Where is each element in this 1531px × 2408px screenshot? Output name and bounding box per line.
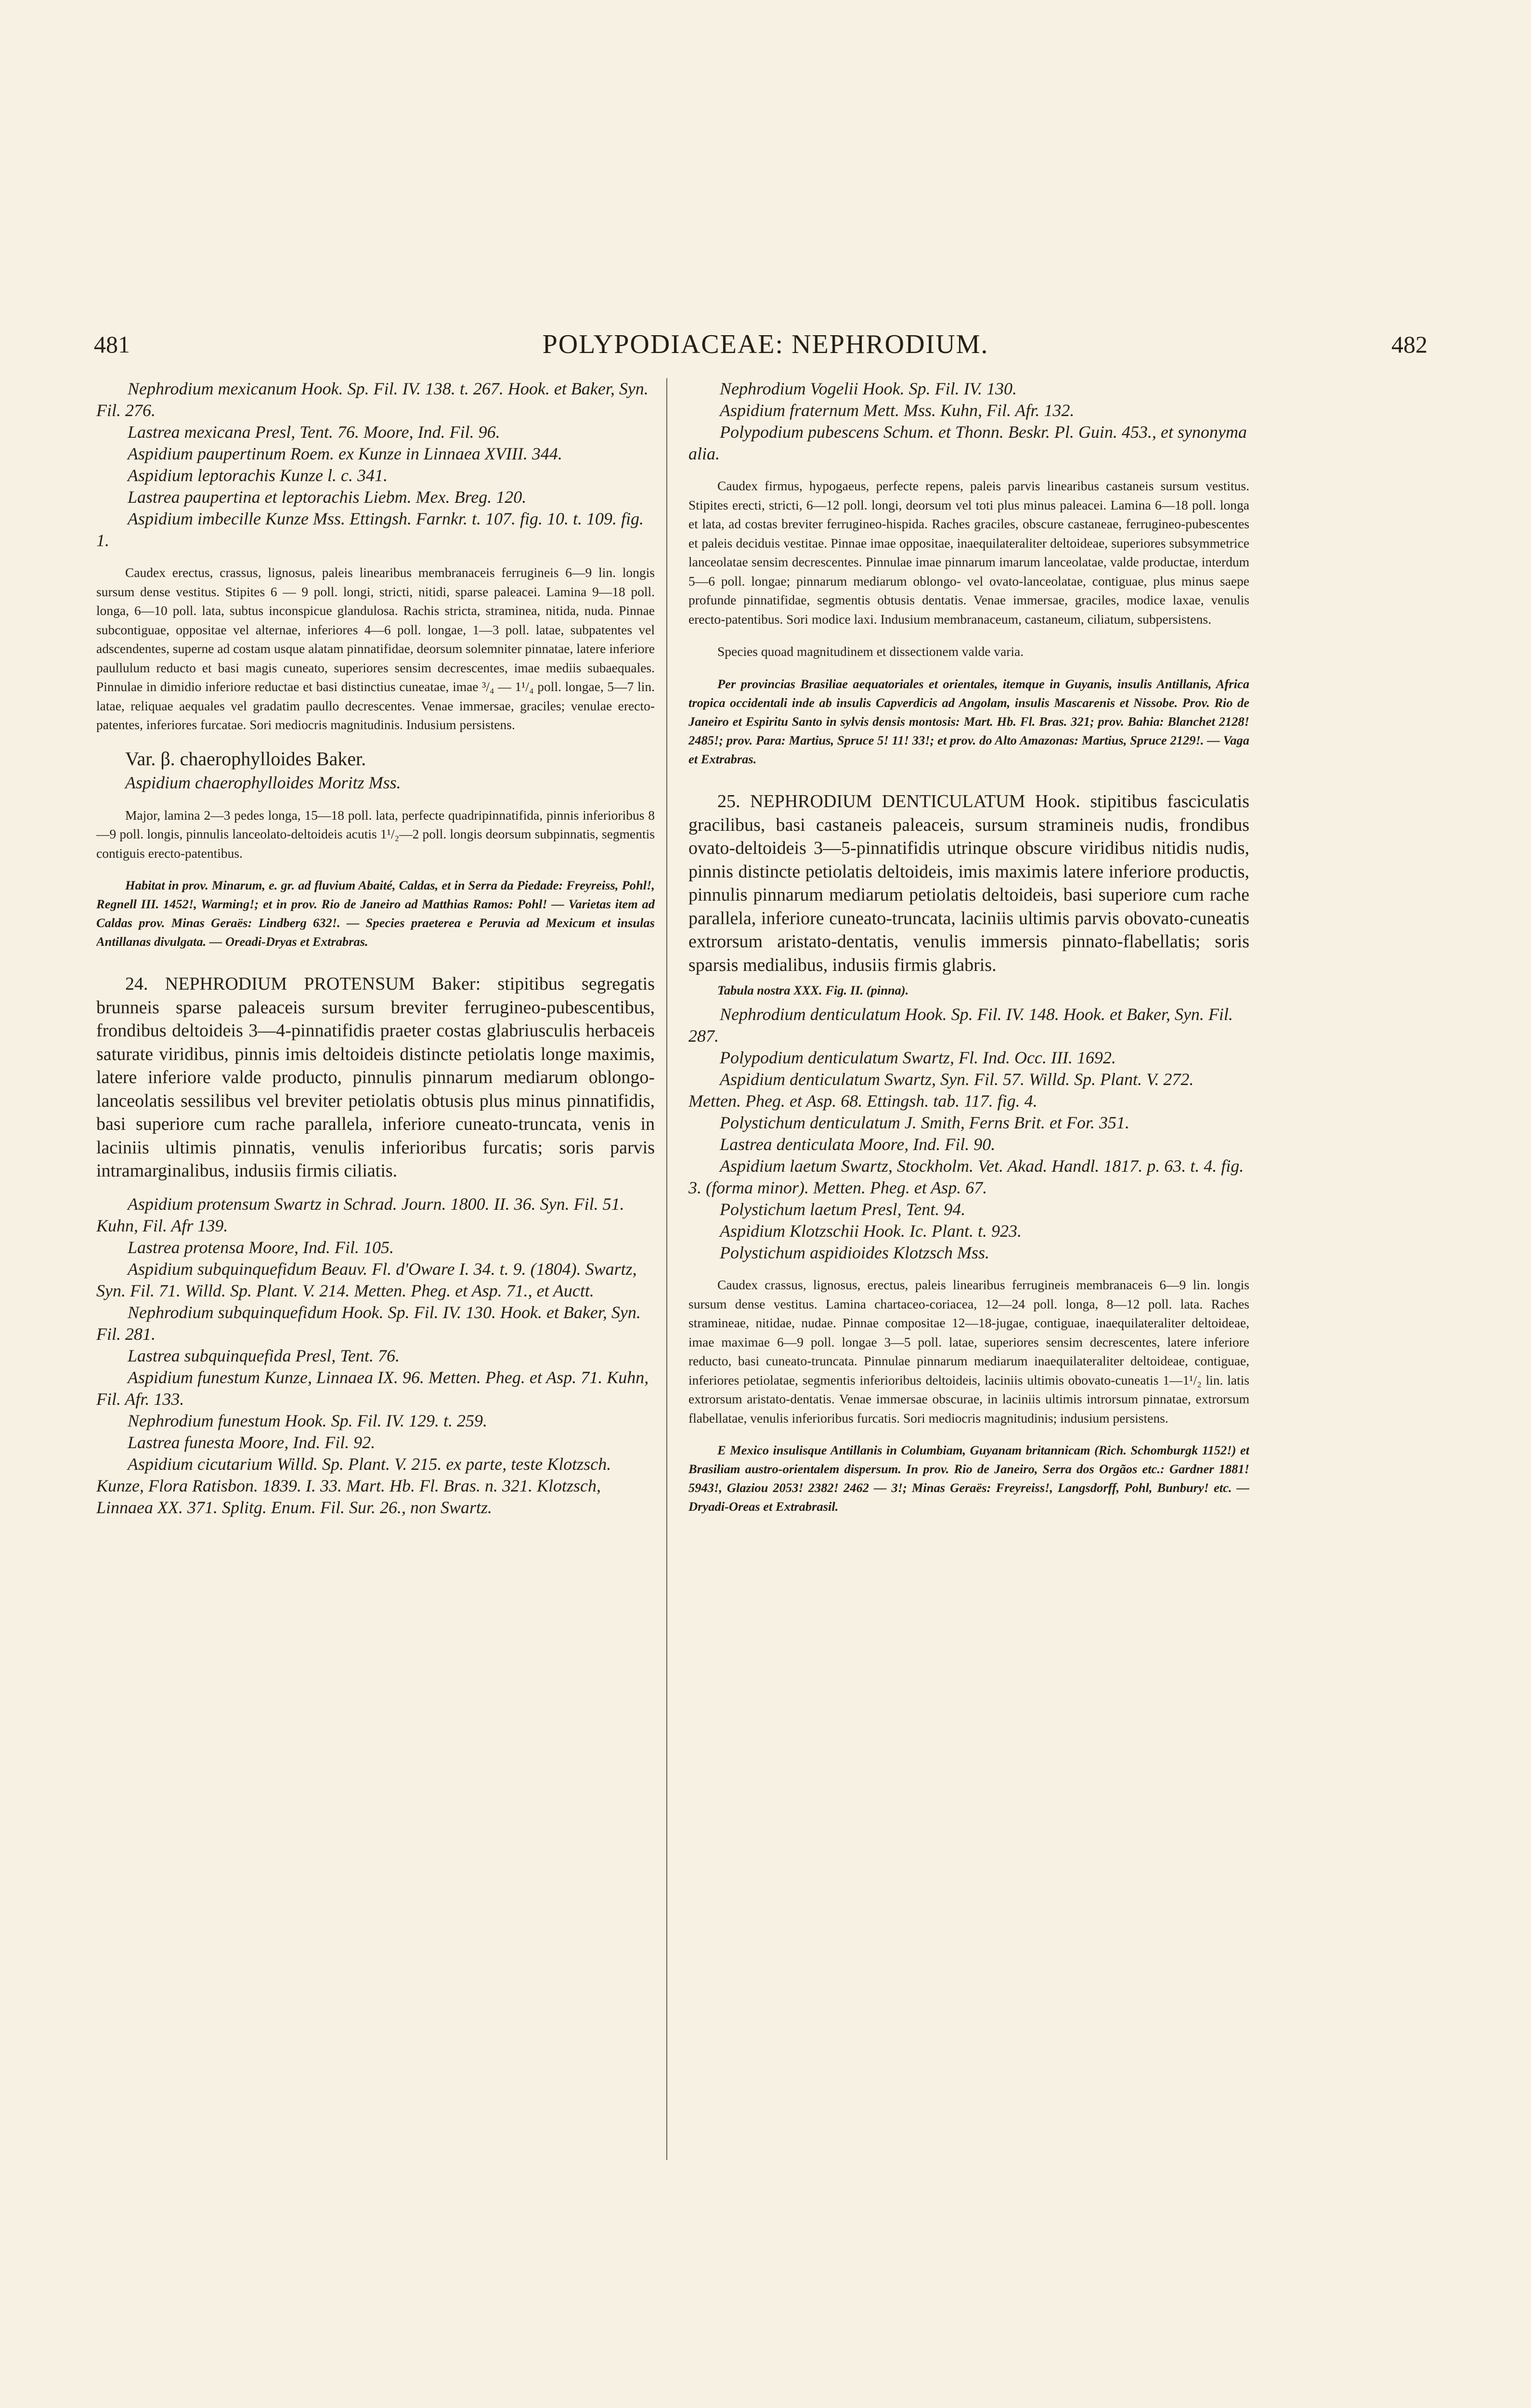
synonym-line: Aspidium imbecille Kunze Mss. Ettingsh. Farnkr. t. 107. fig. 10. t. 109. fig. 1. xyxy=(96,509,644,550)
synonym-line: Aspidium protensum Swartz in Schrad. Journ. 1800. II. 36. Syn. Fil. 51. Kuhn, Fil. Afr 139. xyxy=(96,1194,624,1235)
left-column xyxy=(96,378,655,2372)
column-divider xyxy=(666,378,667,2160)
synonym-line: Nephrodium Vogelii Hook. Sp. Fil. IV. 130. xyxy=(720,379,1017,398)
synonym-line: Nephrodium mexicanum Hook. Sp. Fil. IV. 138. t. 267. Hook. et Baker, Syn. Fil. 276. xyxy=(96,379,649,420)
variety-description: Major, lamina 2—3 pedes longa, 15—18 poll. lata, perfecte quadripinnatifida, pinnis inferioribus 8—9 poll. longis, pinnulis lanceolato-deltoideis acutis 1¹/₂—2 poll. longis deorsum subpinnatis, segmentis contiguis erecto-patentibus. xyxy=(96,807,655,861)
synonym-line: Lastrea subquinquefida Presl, Tent. 76. xyxy=(128,1346,400,1365)
plate-reference: Tabula nostra XXX. Fig. II. (pinna). xyxy=(717,983,909,997)
habitat-paragraph: Per provincias Brasiliae aequatoriales et orientales, itemque in Guyanis, insulis Antillanis, Africa tropica occidentali inde ab insulis Capverdicis ad Angolam, insulis Mascarenis et Nissobe. Prov. Rio de Janeiro et Espiritu Santo in sylvis densis montosis: Mart. Hb. Fl. Bras. 321; prov. Bahia: Blanchet 2128! 2485!; prov. Para: Martius, Spruce 5! 11! 33!; et prov. do Alto Amazonas: Martius, Spruce 2129!. — Vaga et Extrabras. xyxy=(688,677,1249,766)
page-number-right: 482 xyxy=(1391,331,1427,358)
species-note: Species quoad magnitudinem et dissectionem valde varia. xyxy=(717,644,1024,659)
synonym-line: Aspidium Klotzschii Hook. Ic. Plant. t. 923. xyxy=(720,1221,1022,1241)
habitat-paragraph-25: E Mexico insulisque Antillanis in Columbiam, Guyanam britannicam (Rich. Schomburgk 1152!) et Brasiliam austro-orientalem dispersum. In prov. Rio de Janeiro, Serra dos Orgãos etc.: Gardner 1881! 5943!, Glaziou 2053! 2382! 2462 — 3!; Minas Geraës: Freyreiss!, Langsdorff, Pohl, Bunbury! etc. — Dryadi-Oreas et Extrabrasil. xyxy=(688,1443,1249,1514)
synonym-line: Polypodium pubescens Schum. et Thonn. Beskr. Pl. Guin. 453., et synonyma alia. xyxy=(688,422,1247,463)
species-description: Caudex erectus, crassus, lignosus, paleis linearibus membranaceis ferrugineis 6—9 lin. longis sursum dense vestitus. Stipites 6 — 9 poll. longi, stricti, nitidi, sparse paleacei. Lamina 9—18 poll. longa, 6—10 poll. lata, subtus inconspicue glandulosa. Rachis stricta, straminea, nitida, nuda. Pinnae subcontiguae, oppositae vel alternae, inferiores 4—6 poll. longae, 1—3 poll. latae, subpatentes vel adscendentes, superne ad costam usque alatam pinnatifidae, deorsum solemniter pinnatae, latere inferiore paullulum reducto et basi magis cuneato, superiores sensim decrescentes, imae mediis subaequales. Pinnulae in dimidio inferiore reductae et basi distinctius cuneatae, imae ³/₄ — 1¹/₄ poll. longae, 5—7 lin. latae, reliquae aequales vel gradatim paullo decrescentes. Venae immersae, graciles; venulae erecto-patentes, inferiores furcatae. Sori mediocris magnitudinis. Indusium persistens. xyxy=(96,565,655,732)
habitat-paragraph: Habitat in prov. Minarum, e. gr. ad fluvium Abaité, Caldas, et in Serra da Piedade: Freyreiss, Pohl!, Regnell III. 1452!, Warming!; et in prov. Rio de Janeiro ad Matthias Ramos: Pohl! — Varietas item ad Caldas prov. Minas Geraës: Lindberg 632!. — Species praeterea e Peruvia ad Mexicum et insulas Antillanas divulgata. — Oreadi-Dryas et Extrabras. xyxy=(96,878,655,949)
variety-synonym: Aspidium chaerophylloides Moritz Mss. xyxy=(125,772,401,792)
synonym-line: Lastrea denticulata Moore, Ind. Fil. 90. xyxy=(720,1135,996,1154)
synonym-line: Lastrea mexicana Presl, Tent. 76. Moore, Ind. Fil. 96. xyxy=(128,422,500,442)
synonym-line: Aspidium laetum Swartz, Stockholm. Vet. Akad. Handl. 1817. p. 63. t. 4. fig. 3. (forma minor). Metten. Pheg. et Asp. 67. xyxy=(688,1156,1244,1197)
species-24-diagnosis: 24. NEPHRODIUM PROTENSUM Baker: stipitibus segregatis brunneis sparse paleaceis sursum breviter ferrugineo-pubescentibus, frondibus deltoideis 3—4-pinnatifidis praeter costas glabriusculis herbaceis saturate viridibus, pinnis imis deltoideis distincte petiolatis longe maximis, latere inferiore valde producto, pinnulis pinnarum mediarum oblongo-lanceolatis sessilibus vel breviter petiolatis obtusis plus minus pinnatifidis, basi superiore cum rache parallela, inferiore cuneato-truncata, venis in laciniis ultimis pinnatis, venulis inferioribus furcatis; soris parvis intramarginalibus, indusiis firmis ciliatis. xyxy=(96,974,655,1181)
synonymy-nephrodium-denticulatum xyxy=(688,1004,1249,1264)
synonym-line: Polystichum denticulatum J. Smith, Ferns Brit. et For. 351. xyxy=(720,1113,1129,1132)
synonym-line: Polystichum aspidioides Klotzsch Mss. xyxy=(720,1243,989,1262)
synonym-line: Lastrea protensa Moore, Ind. Fil. 105. xyxy=(128,1237,394,1257)
synonymy-nephrodium-protensum xyxy=(96,1193,655,1518)
synonym-line: Aspidium denticulatum Swartz, Syn. Fil. 57. Willd. Sp. Plant. V. 272. Metten. Pheg. et Asp. 68. Ettingsh. tab. 117. fig. 4. xyxy=(688,1070,1194,1111)
running-title: POLYPODIACEAE: NEPHRODIUM. xyxy=(542,329,989,359)
synonym-line: Nephrodium denticulatum Hook. Sp. Fil. IV. 148. Hook. et Baker, Syn. Fil. 287. xyxy=(688,1005,1233,1046)
synonymy-nephrodium-mexicanum xyxy=(96,378,655,551)
running-header xyxy=(0,325,1531,364)
page-number-left: 481 xyxy=(94,331,130,358)
synonym-line: Nephrodium subquinquefidum Hook. Sp. Fil. IV. 130. Hook. et Baker, Syn. Fil. 281. xyxy=(96,1302,641,1344)
variety-block xyxy=(96,747,655,794)
synonym-line: Nephrodium funestum Hook. Sp. Fil. IV. 129. t. 259. xyxy=(128,1411,487,1430)
synonym-line: Polystichum laetum Presl, Tent. 94. xyxy=(720,1200,966,1219)
synonym-line: Polypodium denticulatum Swartz, Fl. Ind. Occ. III. 1692. xyxy=(720,1048,1116,1067)
species-25-description: Caudex crassus, lignosus, erectus, paleis linearibus ferrugineis membranaceis 6—9 lin. longis sursum dense vestitus. Lamina chartaceo-coriacea, 12—24 poll. longa, 8—12 poll. lata. Raches stramineae, nitidae, nudae. Pinnae compositae 12—18-jugae, contiguae, inaequilateraliter deltoideae, imae maximae 6—9 poll. longae 3—5 poll. latae, superiores sensim decrescentes, latere inferiore reducto, basi cuneato-truncata. Pinnulae pinnarum mediarum inaequilateraliter deltoideae, contiguae, inferiores petiolatae, segmentis inferioribus deltoideis, laciniis ultimis obovato-cuneatis 1—1¹/₂ lin. latis extrorsum aristato-dentatis. Venae immersae obscurae, in laciniis ultimis introrsum pinnatae, extrorsum flabellatae, venulis inferioribus furcatis. Sori mediocris magnitudinis; indusium persistens. xyxy=(688,1277,1249,1426)
synonymy-continued xyxy=(688,378,1249,465)
synonym-line: Aspidium paupertinum Roem. ex Kunze in Linnaea XVIII. 344. xyxy=(128,444,562,463)
right-column xyxy=(688,378,1249,2372)
synonym-line: Aspidium funestum Kunze, Linnaea IX. 96. Metten. Pheg. et Asp. 71. Kuhn, Fil. Afr. 133. xyxy=(96,1367,649,1409)
species-description: Caudex firmus, hypogaeus, perfecte repens, paleis parvis linearibus castaneis sursum vestitus. Stipites erecti, stricti, 6—12 poll. longi, deorsum vel toti plus minus paleacei. Lamina 6—18 poll. longa et lata, ad costas breviter ferrugineo-hispida. Raches graciles, obscure castaneae, ferrugineo-pubescentes et paleis deciduis vestitae. Pinnae imae oppositae, inaequilateraliter deltoideae, superiores subsymmetrice lanceolatae sensim decrescentes. Pinnulae imae pinnarum imarum lanceolatae, valde productae, interdum 5—6 poll. longae; pinnarum mediarum oblongo- vel ovato-lanceolatae, contiguae, plus minus saepe profunde pinnatifidae, segmentis obtusis dentatis. Venae immersae, graciles, modice laxae, venulis erecto-patentibus. Sori modice laxi. Indusium membranaceum, castaneum, ciliatum, subpersistens. xyxy=(688,478,1249,627)
synonym-line: Aspidium leptorachis Kunze l. c. 341. xyxy=(128,466,388,485)
synonym-line: Aspidium fraternum Mett. Mss. Kuhn, Fil. Afr. 132. xyxy=(720,401,1075,420)
synonym-line: Aspidium cicutarium Willd. Sp. Plant. V. 215. ex parte, teste Klotzsch. Kunze, Flora Ratisbon. 1839. I. 33. Mart. Hb. Fl. Bras. n. 321. Klotzsch, Linnaea XX. 371. Splitg. Enum. Fil. Sur. 26., non Swartz. xyxy=(96,1454,611,1517)
species-25-diagnosis: 25. NEPHRODIUM DENTICULATUM Hook. stipitibus fasciculatis gracilibus, basi castaneis paleaceis, sursum stramineis nudis, frondibus ovato-deltoideis 3—5-pinnatifidis utrinque obscure viridibus nitidis nudis, pinnis distincte petiolatis deltoideis, imis maximis latere inferiore productis, pinnulis pinnarum mediarum petiolatis deltoideis, basi superiore cum rache parallela, inferiore cuneato-truncata, laciniis ultimis parvis obovato-cuneatis extrorsum aristato-dentatis, venulis immersis pinnato-flabellatis; soris sparsis medialibus, indusiis firmis glabris. xyxy=(688,791,1249,975)
synonym-line: Lastrea paupertina et leptorachis Liebm. Mex. Breg. 120. xyxy=(128,487,527,507)
synonym-line: Lastrea funesta Moore, Ind. Fil. 92. xyxy=(128,1432,376,1452)
synonym-line: Aspidium subquinquefidum Beauv. Fl. d'Oware I. 34. t. 9. (1804). Swartz, Syn. Fil. 71. Willd. Sp. Plant. V. 214. Metten. Pheg. et Asp. 71., et Auctt. xyxy=(96,1259,637,1300)
variety-title: Var. β. chaerophylloides Baker. xyxy=(125,747,366,770)
